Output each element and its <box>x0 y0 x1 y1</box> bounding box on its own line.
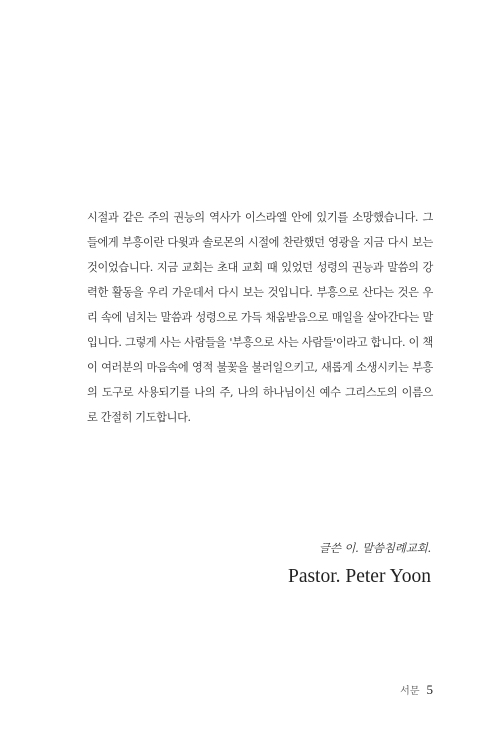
page-number: 5 <box>426 682 433 697</box>
body-line: 로 간절히 기도합니다. <box>87 411 191 424</box>
preface-body <box>87 205 433 430</box>
author-name: Pastor. Peter Yoon <box>287 566 431 587</box>
body-line: 것이었습니다. 지금 교회는 초대 교회 때 있었던 성령의 권능과 말씀의 강 <box>87 261 433 274</box>
author-affiliation: 글쓴 이. 말씀침례교회. <box>318 541 431 555</box>
section-label: 서문 <box>400 686 420 697</box>
body-line: 입니다. 그렇게 사는 사람들을 '부흥으로 사는 사람들'이라고 합니다. 이 책 <box>87 336 433 349</box>
body-line: 리 속에 넘치는 말씀과 성령으로 가득 채움받음으로 매일을 살아간다는 말 <box>87 311 433 324</box>
body-line: 들에게 부흥이란 다윗과 솔로몬의 시절에 찬란했던 영광을 지금 다시 보는 <box>87 236 433 249</box>
body-line: 의 도구로 사용되기를 나의 주, 나의 하나님이신 예수 그리스도의 이름으 <box>87 386 433 399</box>
page-footer <box>400 682 433 698</box>
body-line: 이 여러분의 마음속에 영적 불꽃을 불러일으키고, 새롭게 소생시키는 부흥 <box>87 361 433 374</box>
body-line: 력한 활동을 우리 가운데서 다시 보는 것입니다. 부흥으로 산다는 것은 우 <box>87 286 433 299</box>
body-line: 시절과 같은 주의 권능의 역사가 이스라엘 안에 있기를 소망했습니다. 그 <box>87 211 433 224</box>
